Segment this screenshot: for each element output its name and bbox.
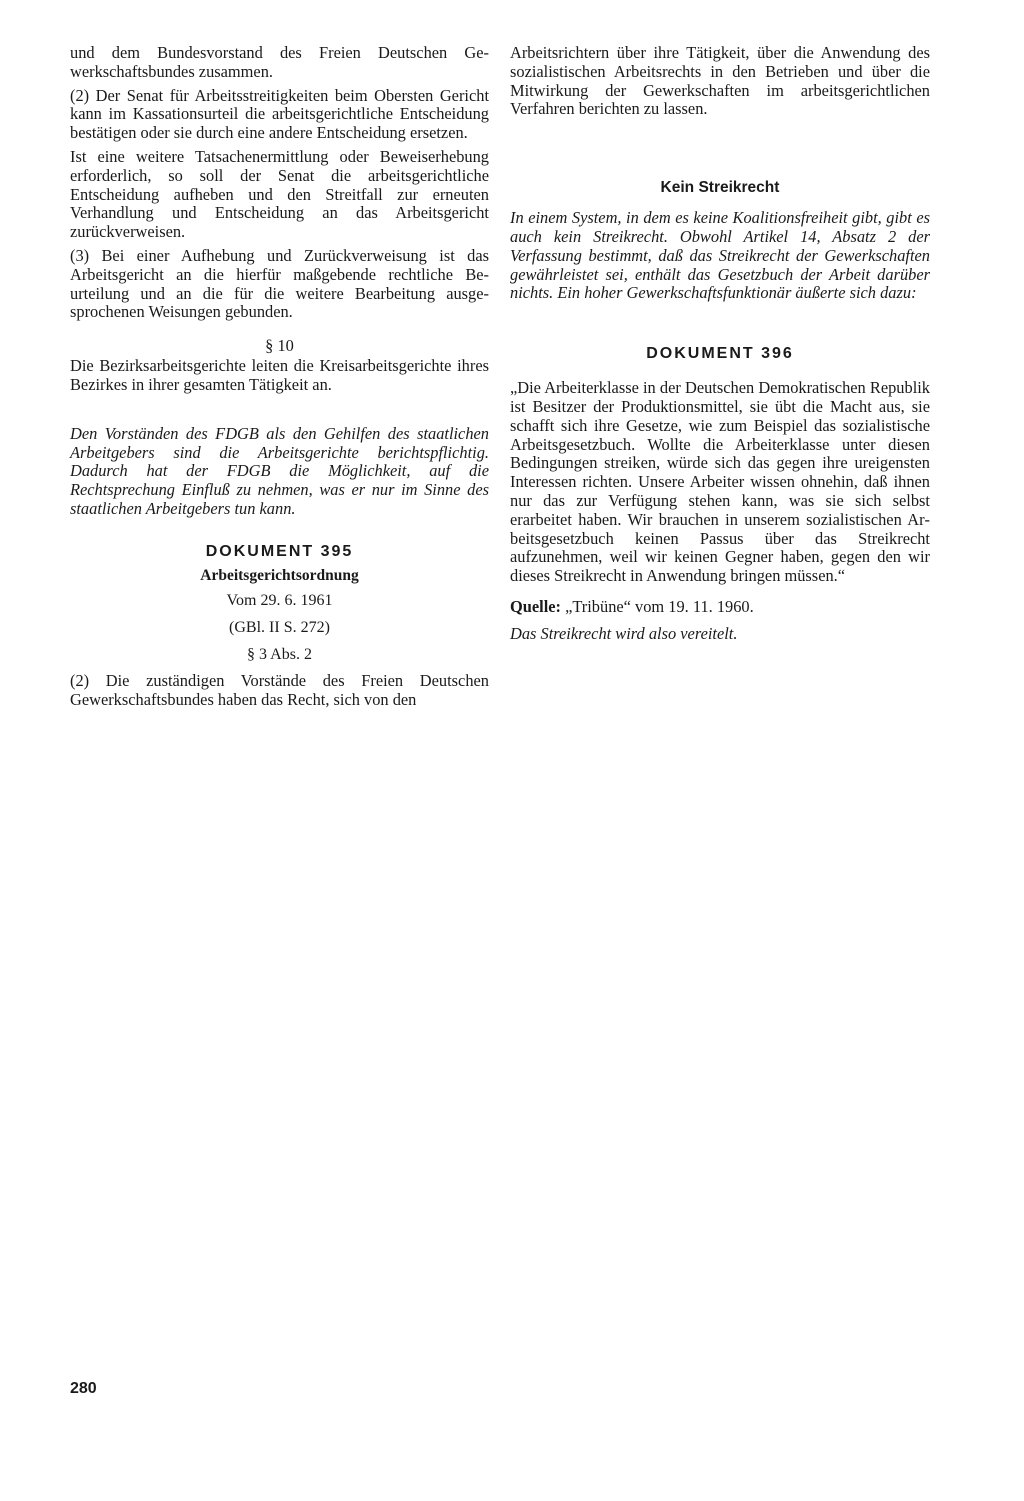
right-column [510,44,930,649]
document-395-section: § 3 Abs. 2 [247,645,312,663]
paragraph: Arbeitsrichtern über ihre Tätigkeit, über die Anwendung des sozialistischen Arbeitsrechts in den Betrieben und über die Mitwirkung der Gewerkschaften im arbeitsgerichtlichen Verfahren berichten zu lassen. [510,43,930,119]
source-line [510,598,930,617]
paragraph: Die Bezirksarbeitsgerichte leiten die Kreisarbeitsgerichte ihres Bezirkes in ihrer gesamten Tätigkeit an. [70,356,489,394]
closing-line: Das Streikrecht wird also vereitelt. [510,623,738,643]
document-395-heading: DOKUMENT 395 [205,542,354,560]
paragraph: und dem Bundesvorstand des Freien Deutschen Gewerkschaftsbundes zusammen. [70,43,489,81]
source-label: Quelle: [510,596,561,616]
paragraph: (2) Der Senat für Arbeitsstreitigkeiten beim Obersten Gericht kann im Kassationsurteil die arbeitsgerichtliche Entscheidung bestätigen oder sie durch eine andere Entscheidung ersetzen. [70,85,489,143]
intro-paragraph: In einem System, in dem es keine Koalitionsfreiheit gibt, gibt es auch kein Streikrecht. Obwohl Artikel 14, Absatz 2 der Verfassung bestimmt, daß das Streikrecht der Gewerkschaften gewährleistet sei, enthält das Gesetzbuch der Arbeit darüber nichts. Ein hoher Gewerkschaftsfunktionär äußerte sich dazu: [510,208,930,303]
left-column [70,44,489,714]
document-395-title: Arbeitsgerichtsordnung [200,566,359,584]
source-text: „Tribüne“ vom 19. 11. 1960. [560,596,754,616]
paragraph: (2) Die zuständigen Vorstände des Freien Deutschen Gewerkschaftsbundes haben das Recht, sich von den [70,670,489,709]
commentary-paragraph: Den Vorständen des FDGB als den Gehilfen des staatlichen Arbeitgebers sind die Arbeitsgerichte berichtspflichtig. Dadurch hat der FDGB die Möglichkeit, auf die Rechtsprechung Einfluß zu nehmen, was er nur im Sinne des staatlichen Arbeitgebers tun kann. [70,423,489,518]
document-396-heading: DOKUMENT 396 [646,345,794,363]
section-10-heading: § 10 [265,336,294,356]
document-395-date: Vom 29. 6. 1961 [226,591,333,609]
section-heading-kein-streikrecht: Kein Streikrecht [660,179,780,197]
paragraph: (3) Bei einer Aufhebung und Zurückverweisung ist das Arbeitsgericht an die hierfür maßgebende rechtliche Beurteilung und an die für die weitere Bearbeitung ausgesprochenen Weisungen gebunden. [70,245,489,322]
document-395-reference: (GBl. II S. 272) [229,618,330,636]
quote-paragraph: „Die Arbeiterklasse in der Deutschen Demokratischen Republik ist Besitzer der Produktionsmittel, sie übt die Macht aus, sie schafft sich ihre Gesetze, wie zum Beispiel das sozialistische Arbeitsgesetzbuch. Wollte die Arbeiterklasse unter diesen Bedingungen streiken, würde sich das gegen ihre ureigensten Interessen richten. Unsere Arbeiter wissen ohnehin, daß ihnen nur das zur Verfügung stehen kann, was sie sich selbst erarbeitet haben. Wir brauchen in unserem sozialistischen Arbeitsgesetzbuch keinen Passus über das Streikrecht aufzunehmen, weil wir keinen Gegner haben, gegen den wir dieses Streikrecht in Anwendung bringen müssen.“ [510,378,930,586]
page-number: 280 [70,1380,97,1397]
paragraph: Ist eine weitere Tatsachenermittlung oder Beweiserhebung erforderlich, so soll der Senat die arbeitsgerichtliche Entscheidung aufheben und den Streitfall zur erneuten Verhandlung und Entscheidung an das Arbeitsgericht zurückverweisen. [70,146,489,242]
